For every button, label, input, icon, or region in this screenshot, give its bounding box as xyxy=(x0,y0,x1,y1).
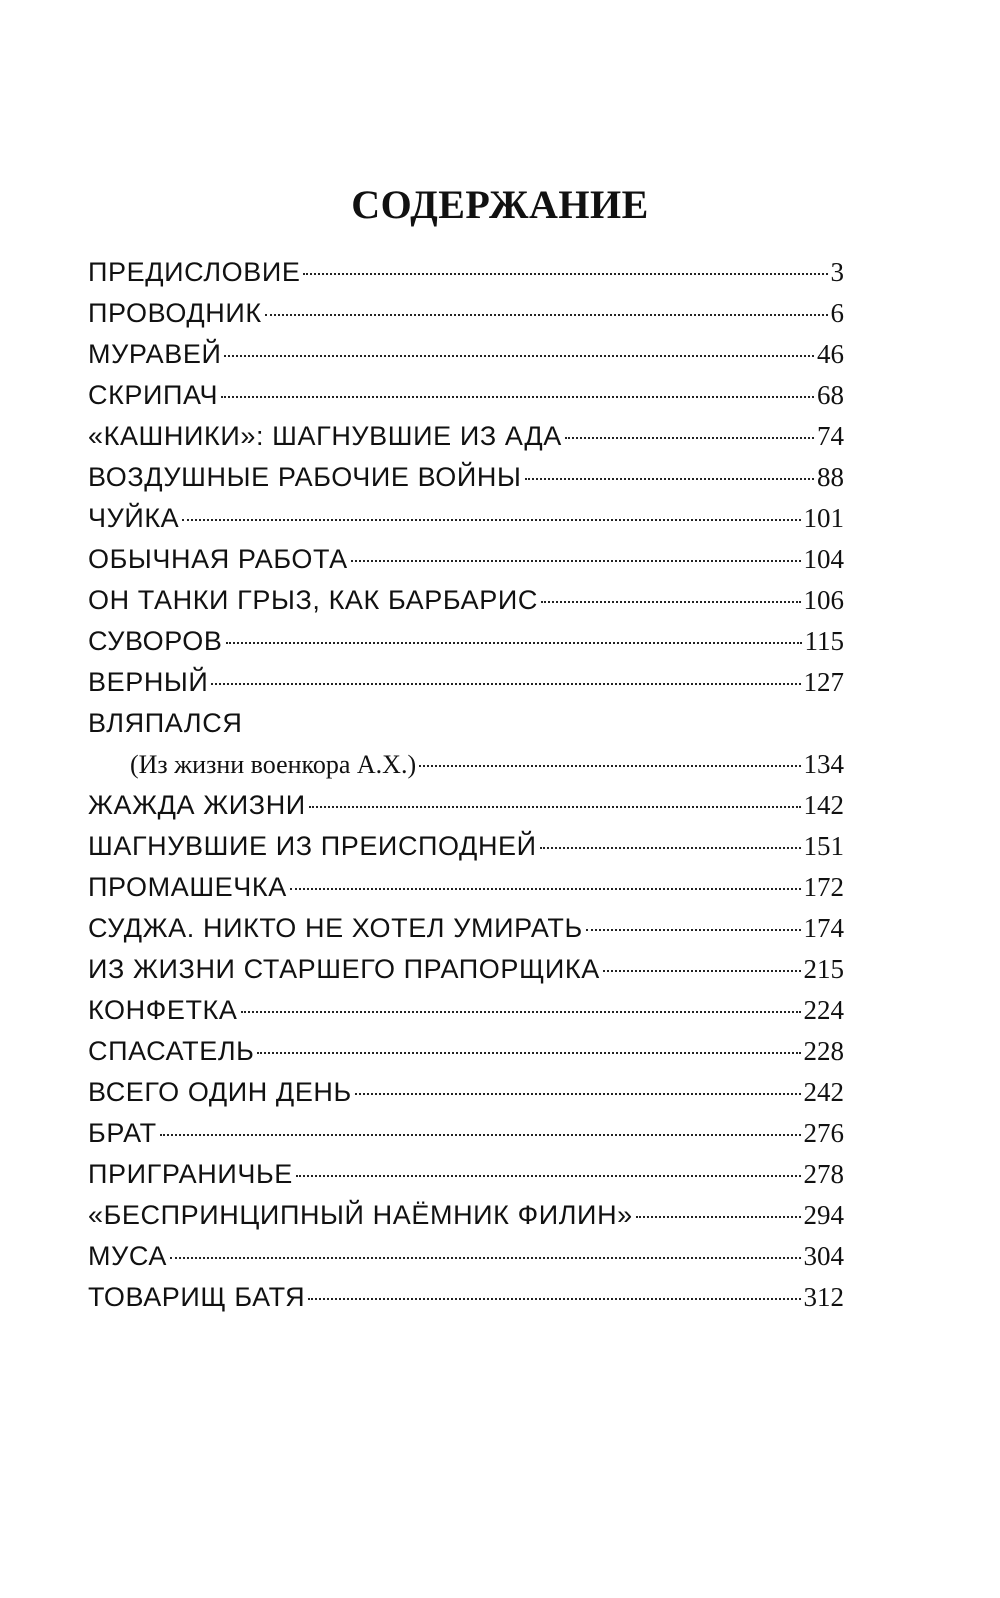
toc-entry-title: СКРИПАЧ xyxy=(88,380,219,410)
toc-entry xyxy=(88,949,844,990)
toc-page-number: 106 xyxy=(803,585,844,615)
toc-page-number: 46 xyxy=(817,339,844,369)
toc-page-number: 142 xyxy=(803,790,844,820)
toc-entry xyxy=(88,539,844,580)
dot-leader xyxy=(419,765,800,767)
toc-page-number: 101 xyxy=(803,503,844,533)
toc-entry-title: БРАТ xyxy=(88,1118,157,1148)
toc-entry xyxy=(88,334,844,375)
dot-leader xyxy=(296,1175,801,1177)
dot-leader xyxy=(636,1216,801,1218)
toc-entry-title: ВЛЯПАЛСЯ xyxy=(88,708,243,738)
dot-leader xyxy=(603,970,801,972)
dot-leader xyxy=(540,847,801,849)
dot-leader xyxy=(303,273,827,275)
toc-entry xyxy=(88,252,844,293)
dot-leader xyxy=(355,1093,801,1095)
toc-page-number: 215 xyxy=(803,954,844,984)
toc-entry xyxy=(88,867,844,908)
toc-entry-title: «КАШНИКИ»: ШАГНУВШИЕ ИЗ АДА xyxy=(88,421,562,451)
toc-page-number: 88 xyxy=(817,462,844,492)
toc-page-number: 224 xyxy=(803,995,844,1025)
toc-page-number: 312 xyxy=(803,1282,844,1312)
toc-page-number: 276 xyxy=(803,1118,844,1148)
dot-leader xyxy=(226,642,802,644)
toc-entry xyxy=(88,375,844,416)
toc-entry-title: ЧУЙКА xyxy=(88,503,180,533)
dot-leader xyxy=(160,1134,801,1136)
toc-entry xyxy=(88,416,844,457)
toc-entry-title: ТОВАРИЩ БАТЯ xyxy=(88,1282,306,1312)
dot-leader xyxy=(170,1257,801,1259)
toc-entry-title: ПРИГРАНИЧЬЕ xyxy=(88,1159,293,1189)
toc-entry-title: ПРЕДИСЛОВИЕ xyxy=(88,257,301,287)
toc-entry xyxy=(88,498,844,539)
table-of-contents xyxy=(88,252,844,1318)
toc-entry xyxy=(88,457,844,498)
dot-leader xyxy=(224,355,814,357)
toc-entry xyxy=(88,293,844,334)
toc-page-number: 242 xyxy=(803,1077,844,1107)
dot-leader xyxy=(257,1052,800,1054)
dot-leader xyxy=(308,1298,800,1300)
toc-entry-title: ЖАЖДА ЖИЗНИ xyxy=(88,790,306,820)
dot-leader xyxy=(586,929,801,931)
toc-entry-title: ВЕРНЫЙ xyxy=(88,667,209,697)
toc-page-number: 228 xyxy=(803,1036,844,1066)
toc-entry xyxy=(88,744,844,785)
toc-entry xyxy=(88,1236,844,1277)
toc-page-number: 115 xyxy=(804,626,844,656)
dot-leader xyxy=(525,478,815,480)
dot-leader xyxy=(241,1011,801,1013)
toc-entry xyxy=(88,621,844,662)
toc-page-number: 74 xyxy=(817,421,844,451)
dot-leader xyxy=(290,888,801,890)
toc-entry xyxy=(88,990,844,1031)
toc-entry-title: «БЕСПРИНЦИПНЫЙ НАЁМНИК ФИЛИН» xyxy=(88,1200,633,1230)
toc-entry xyxy=(88,908,844,949)
toc-page-number: 151 xyxy=(803,831,844,861)
toc-entry-title: МУРАВЕЙ xyxy=(88,339,222,369)
toc-page-number: 68 xyxy=(817,380,844,410)
toc-page-number: 6 xyxy=(830,298,844,328)
toc-entry-title: ПРОВОДНИК xyxy=(88,298,262,328)
dot-leader xyxy=(351,560,801,562)
toc-entry xyxy=(88,1031,844,1072)
toc-entry xyxy=(88,1154,844,1195)
toc-entry-title: ОБЫЧНАЯ РАБОТА xyxy=(88,544,348,574)
dot-leader xyxy=(309,806,801,808)
toc-entry xyxy=(88,826,844,867)
toc-page-number: 3 xyxy=(830,257,844,287)
toc-page-number: 127 xyxy=(803,667,844,697)
dot-leader xyxy=(541,601,801,603)
toc-entry xyxy=(88,1113,844,1154)
toc-entry xyxy=(88,580,844,621)
toc-entry-title: СУДЖА. НИКТО НЕ ХОТЕЛ УМИРАТЬ xyxy=(88,913,583,943)
toc-entry xyxy=(88,1072,844,1113)
dot-leader xyxy=(211,683,800,685)
toc-page-number: 294 xyxy=(803,1200,844,1230)
toc-entry-title: ШАГНУВШИЕ ИЗ ПРЕИСПОДНЕЙ xyxy=(88,831,537,861)
toc-entry-title: ВСЕГО ОДИН ДЕНЬ xyxy=(88,1077,352,1107)
dot-leader xyxy=(221,396,814,398)
toc-entry xyxy=(88,785,844,826)
toc-entry-title: ОН ТАНКИ ГРЫЗ, КАК БАРБАРИС xyxy=(88,585,538,615)
toc-page-number: 174 xyxy=(803,913,844,943)
toc-entry-title: СУВОРОВ xyxy=(88,626,223,656)
toc-entry-title: МУСА xyxy=(88,1241,167,1271)
toc-page-number: 104 xyxy=(803,544,844,574)
toc-entry xyxy=(88,1195,844,1236)
toc-entry-title: ПРОМАШЕЧКА xyxy=(88,872,287,902)
dot-leader xyxy=(182,519,800,521)
dot-leader xyxy=(265,314,828,316)
toc-entry xyxy=(88,1277,844,1318)
toc-entry-title: СПАСАТЕЛЬ xyxy=(88,1036,255,1066)
toc-entry-title: ВОЗДУШНЫЕ РАБОЧИЕ ВОЙНЫ xyxy=(88,462,522,492)
toc-entry xyxy=(88,662,844,703)
toc-entry-title: ИЗ ЖИЗНИ СТАРШЕГО ПРАПОРЩИКА xyxy=(88,954,600,984)
toc-entry-title: КОНФЕТКА xyxy=(88,995,238,1025)
toc-page-number: 134 xyxy=(803,749,844,779)
page-title: СОДЕРЖАНИЕ xyxy=(351,182,649,227)
toc-page-number: 278 xyxy=(803,1159,844,1189)
toc-page-number: 304 xyxy=(803,1241,844,1271)
toc-entry-subtitle: (Из жизни военкора А.Х.) xyxy=(130,750,417,779)
toc-page-number: 172 xyxy=(803,872,844,902)
dot-leader xyxy=(565,437,814,439)
